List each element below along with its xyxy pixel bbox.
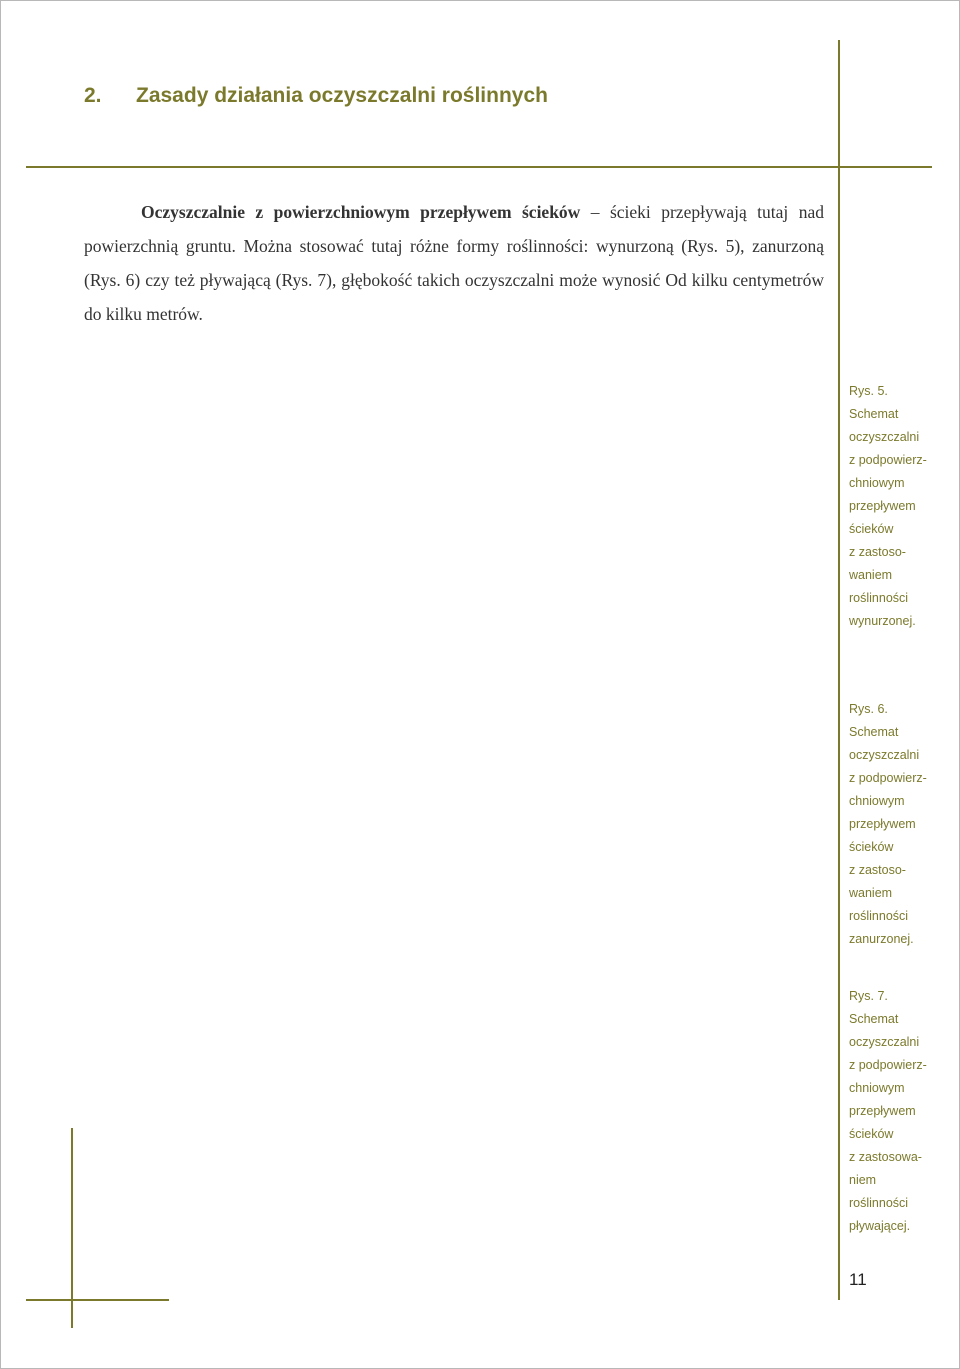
caption-line: przepływem bbox=[849, 499, 916, 513]
caption-line: z zastoso- bbox=[849, 545, 906, 559]
caption-line: waniem bbox=[849, 886, 893, 900]
caption-line: ścieków bbox=[849, 840, 894, 854]
figure-caption-rys-7 bbox=[849, 985, 949, 1238]
top-right-vertical-rule bbox=[838, 40, 840, 1300]
bottom-left-horizontal-rule bbox=[26, 1299, 169, 1301]
section-heading bbox=[84, 84, 548, 108]
caption-line: roślinności bbox=[849, 1196, 909, 1210]
bottom-left-vertical-rule bbox=[71, 1128, 73, 1328]
caption-line: ścieków bbox=[849, 1127, 894, 1141]
paragraph-bold-lead: Oczyszczalnie z powierzchniowym przepływem ścieków bbox=[141, 202, 581, 222]
caption-line: przepływem bbox=[849, 1104, 916, 1118]
caption-line: Schemat bbox=[849, 725, 899, 739]
caption-line: waniem bbox=[849, 568, 893, 582]
caption-line: chniowym bbox=[849, 794, 905, 808]
caption-line: ścieków bbox=[849, 522, 894, 536]
caption-line: Schemat bbox=[849, 1012, 899, 1026]
caption-line: roślinności bbox=[849, 591, 909, 605]
caption-line: wynurzonej. bbox=[849, 614, 916, 628]
caption-line: oczyszczalni bbox=[849, 430, 920, 444]
paragraph-text: – ścieki przepływają tutaj nad powierzchnią gruntu. Można stosować tutaj różne formy roślinności: wynurzoną (Rys. 5), zanurzoną (Rys. 6) czy też pływającą (Rys. 7), głębokość takich oczyszczalni może wynosić Od kilku centymetrów do kilku metrów. bbox=[84, 202, 824, 324]
caption-line: zanurzonej. bbox=[849, 932, 914, 946]
caption-line: przepływem bbox=[849, 817, 916, 831]
caption-line: oczyszczalni bbox=[849, 748, 920, 762]
section-number: 2. bbox=[84, 84, 102, 107]
caption-line: z zastosowa- bbox=[849, 1150, 922, 1164]
caption-line: oczyszczalni bbox=[849, 1035, 920, 1049]
caption-line: pływającej. bbox=[849, 1219, 911, 1233]
caption-line: Rys. 5. bbox=[849, 384, 888, 398]
caption-line: z podpowierz- bbox=[849, 771, 927, 785]
header-horizontal-rule bbox=[26, 166, 932, 168]
body-paragraph bbox=[84, 195, 824, 331]
caption-line: Schemat bbox=[849, 407, 899, 421]
section-title: Zasady działania oczyszczalni roślinnych bbox=[136, 84, 548, 107]
caption-line: chniowym bbox=[849, 1081, 905, 1095]
caption-line: z podpowierz- bbox=[849, 1058, 927, 1072]
caption-line: z podpowierz- bbox=[849, 453, 927, 467]
caption-line: roślinności bbox=[849, 909, 909, 923]
figure-caption-rys-6 bbox=[849, 698, 949, 951]
caption-line: chniowym bbox=[849, 476, 905, 490]
caption-line: Rys. 7. bbox=[849, 989, 888, 1003]
caption-line: z zastoso- bbox=[849, 863, 906, 877]
page-number: 11 bbox=[849, 1270, 867, 1289]
caption-line: niem bbox=[849, 1173, 877, 1187]
figure-caption-rys-5 bbox=[849, 380, 949, 633]
caption-line: Rys. 6. bbox=[849, 702, 888, 716]
